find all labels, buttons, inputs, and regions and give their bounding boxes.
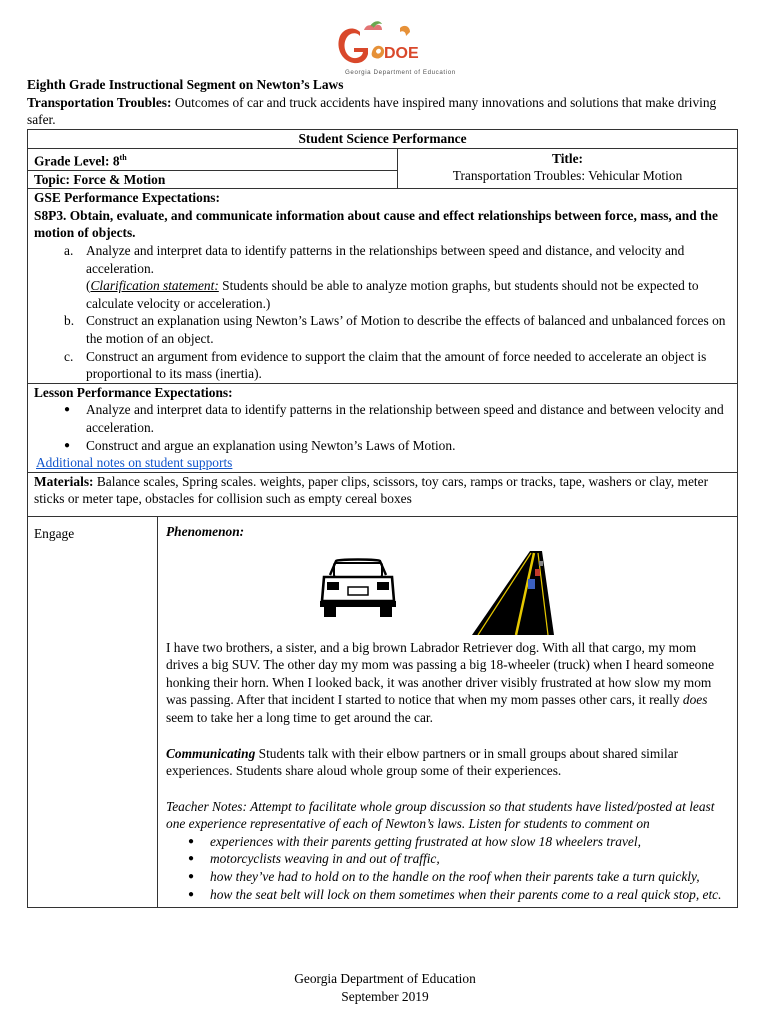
topic: Topic: Force & Motion xyxy=(28,170,397,189)
communicating: Communicating Students talk with their elbow partners or in small groups about shared similar experiences. Students share aloud whole group some of their experiences. xyxy=(166,745,679,779)
logo-subtitle: Georgia Department of Education xyxy=(345,69,456,76)
list-item: b. Construct an explanation using Newton’s Laws’ of Motion to describe the effects of balanced and unbalanced forces on the motion of an object. xyxy=(64,313,726,346)
phenomenon-images xyxy=(166,549,729,635)
clarification: (Clarification statement: Students should be able to analyze motion graphs, but students should not be expected to calculate velocity or acceleration.) xyxy=(86,278,699,311)
list-item: ● how they’ve had to hold on to the handle on the roof when their parents take a turn quickly, xyxy=(210,868,729,886)
phenomenon-label: Phenomenon: xyxy=(166,523,245,539)
suv-rear-icon xyxy=(318,557,398,619)
segment-subtitle: Transportation Troubles: Outcomes of car and truck accidents have inspired many innovations and solutions that make driving safer. xyxy=(27,94,717,128)
grade-level: Grade Level: 8th xyxy=(34,152,127,169)
gse-heading: GSE Performance Expectations: xyxy=(34,190,220,206)
list-item: ● Analyze and interpret data to identify patterns in the relationship between speed and distance and between velocity and acceleration. xyxy=(86,401,731,436)
list-item: c. Construct an argument from evidence to support the claim that the amount of force needed to accelerate an object is proportional to its mass (inertia). xyxy=(64,348,707,382)
segment-title: Eighth Grade Instructional Segment on Newton’s Laws xyxy=(27,77,344,92)
student-supports-link[interactable]: Additional notes on student supports xyxy=(36,455,233,471)
teacher-notes-list xyxy=(166,833,729,903)
gse-standard: S8P3. Obtain, evaluate, and communicate information about cause and effect relationships between force, mass, and the motion of objects. xyxy=(34,207,718,241)
table-header: Student Science Performance xyxy=(298,131,467,146)
page-footer xyxy=(0,970,770,1005)
performance-table xyxy=(27,129,738,908)
title-value: Transportation Troubles: Vehicular Motion xyxy=(452,168,683,184)
lesson-heading: Lesson Performance Expectations: xyxy=(34,384,233,400)
list-item: ● Construct and argue an explanation using Newton’s Laws of Motion. xyxy=(86,437,731,455)
intro xyxy=(27,76,747,129)
svg-text:DOE: DOE xyxy=(384,45,419,62)
list-item: ● experiences with their parents getting frustrated at how slow 18 wheelers travel, xyxy=(210,833,729,851)
gse-list xyxy=(34,242,731,383)
teacher-notes: Teacher Notes: Attempt to facilitate whole group discussion so that students have listed/posted at least one experience representative of each of Newton’s laws. Listen for students to comment on xyxy=(166,798,715,832)
footer-date: September 2019 xyxy=(341,988,429,1004)
list-item: ● motorcyclists weaving in and out of traffic, xyxy=(210,850,729,868)
engage-label: Engage xyxy=(28,516,158,907)
footer-org: Georgia Department of Education xyxy=(294,971,476,986)
lesson-list xyxy=(34,401,731,454)
road-traffic-icon xyxy=(472,549,554,635)
list-item: ● how the seat belt will lock on them sometimes when their parents come to a real quick stop, etc. xyxy=(210,886,729,904)
phenomenon-story: I have two brothers, a sister, and a big brown Labrador Retriever dog. With all that cargo, my mom drives a big SUV. The other day my mom was passing a big 18-wheeler (truck) when I heard someone honking their horn. When I looked back, it was another driver visibly frustrated at how slow my mom was passing. After that incident I started to notice that when my mom passes other cars, it really does seem to take her a long time to get around the car. xyxy=(166,639,715,725)
title-label: Title: xyxy=(552,150,583,166)
list-item: a. Analyze and interpret data to identify patterns in the relationships between speed and distance, and velocity and acceleration. (Clarification statement: Students should be able to analyze motion graphs, but students should not be expected to calculate velocity or acceleration.) xyxy=(86,242,731,312)
materials: Materials: Balance scales, Spring scales. weights, paper clips, scissors, toy cars, ramps or tracks, tape, washers or clay, meter sticks or meter tape, obstacles for collision such as empty cereal boxes xyxy=(34,473,709,507)
